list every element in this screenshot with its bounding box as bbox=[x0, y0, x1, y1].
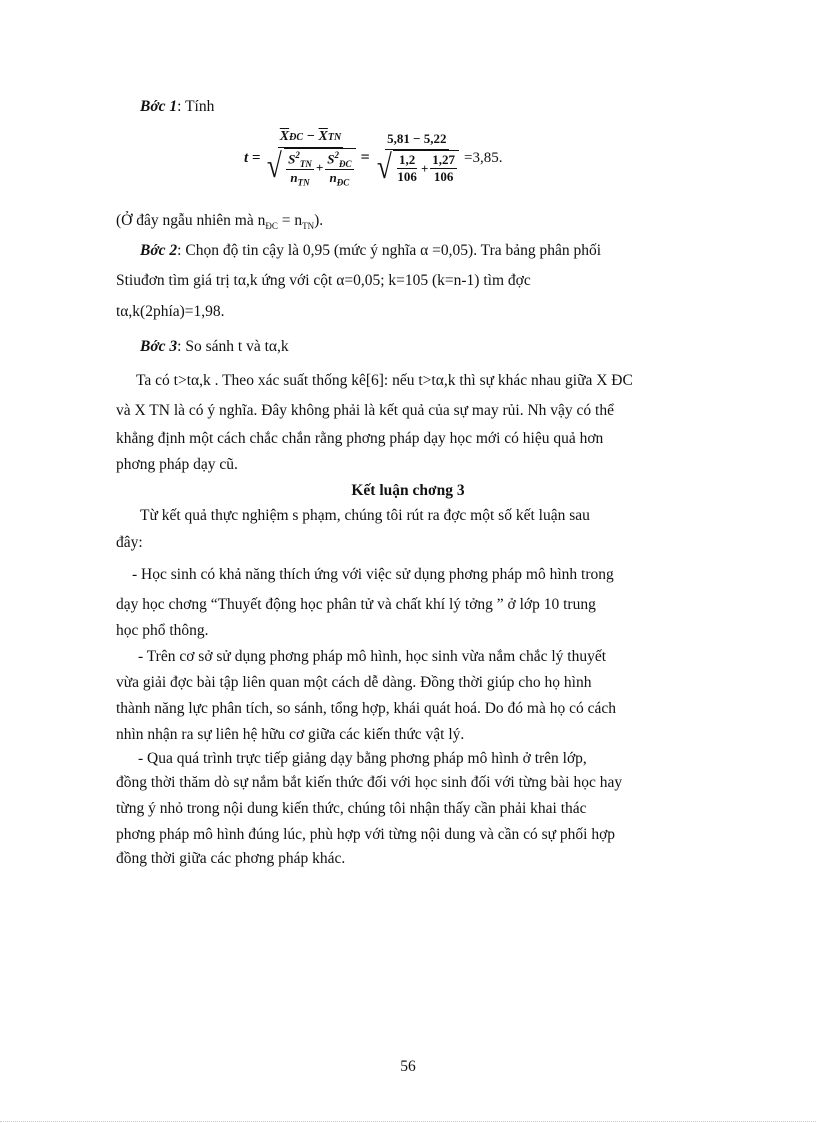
para1-line1: Ta có t>tα,k . Theo xác suất thống kê[6]: nếu t>tα,k thì sự khác nhau giữa X ĐC bbox=[136, 372, 633, 389]
formula-lhs: t = bbox=[244, 149, 261, 166]
step1-text: : Tính bbox=[177, 98, 215, 115]
para5-line2: đồng thời thăm dò sự nắm bắt kiến thức đối với học sinh đối với từng bài học hay bbox=[116, 774, 623, 791]
para4-line3: thành năng lực phân tích, so sánh, tổng hợp, khái quát hoá. Do đó mà họ có cách bbox=[116, 700, 616, 717]
step3-line: Bớc 3: So sánh t và tα,k bbox=[140, 338, 289, 355]
para2-line2: đây: bbox=[116, 534, 143, 551]
section-heading: Kết luận chơng 3 bbox=[351, 482, 465, 499]
step2-line1: Bớc 2: Chọn độ tin cậy là 0,95 (mức ý nghĩa α =0,05). Tra bảng phân phối bbox=[140, 242, 602, 259]
para1-line2: và X TN là có ý nghĩa. Đây không phải là kết quả của sự may rủi. Nh vậy có thể bbox=[116, 402, 614, 419]
para3-line1: - Học sinh có khả năng thích ứng với việc sử dụng phơng pháp mô hình trong bbox=[132, 566, 614, 583]
step1-label: Bớc 1 bbox=[140, 98, 178, 115]
step2-line3: tα,k(2phía)=1,98. bbox=[116, 303, 225, 320]
formula-fraction-numeric: 5,81 − 5,22 √ $\frac{1,2}{106}$ + $\frac{1,27}{106}$ bbox=[373, 131, 461, 185]
page-bottom-rule bbox=[0, 1121, 816, 1122]
para5-line3: từng ý nhỏ trong nội dung kiến thức, chúng tôi nhận thấy cần phải khai thác bbox=[116, 800, 587, 817]
para4-line1: - Trên cơ sở sử dụng phơng pháp mô hình, học sinh vừa nắm chắc lý thuyết bbox=[138, 648, 607, 665]
page-number: 56 bbox=[400, 1058, 416, 1075]
para4-line2: vừa giải đợc bài tập liên quan một cách dễ dàng. Đồng thời giúp cho họ hình bbox=[116, 674, 592, 691]
t-formula: t = $\overline{X}ĐC - \overline{X}TN$ √ $\frac{S^2_{TN}}{n_{TN}}$ + $\frac{S^2_{ĐC}}{n_{ĐC}}$ = 5,81 − 5,22 √ $\frac{1,2}{106}$ + $\frac{1,27}{106}$ =3,85. bbox=[244, 128, 503, 188]
formula-fraction-symbolic: $\overline{X}ĐC - \overline{X}TN$ √ $\frac{S^2_{TN}}{n_{TN}}$ + $\frac{S^2_{ĐC}}{n_{ĐC}}$ bbox=[263, 129, 357, 188]
para5-line5: đồng thời giữa các phơng pháp khác. bbox=[116, 850, 346, 867]
step1-line bbox=[140, 96, 762, 118]
para3-line2: dạy học chơng “Thuyết động học phân tử và chất khí lý tởng ” ở lớp 10 trung bbox=[116, 596, 596, 613]
para3-line3: học phổ thông. bbox=[116, 622, 209, 639]
para5-line4: phơng pháp mô hình đúng lúc, phù hợp với từng nội dung và cần có sự phối hợp bbox=[116, 826, 616, 843]
step2-line2: Stiuđơn tìm giá trị tα,k ứng với cột α=0,05; k=105 (k=n-1) tìm đợc bbox=[116, 272, 531, 289]
para1-line4: phơng pháp dạy cũ. bbox=[116, 456, 238, 473]
para5-line1: - Qua quá trình trực tiếp giảng dạy bằng phơng pháp mô hình ở trên lớp, bbox=[138, 750, 587, 767]
note-line: (Ở đây ngẫu nhiên mà $n_{ĐC} = n_{TN}$). bbox=[116, 212, 324, 232]
formula-result: =3,85. bbox=[464, 149, 503, 166]
para4-line4: nhìn nhận ra sự liên hệ hữu cơ giữa các kiến thức vật lý. bbox=[116, 726, 465, 743]
para1-line3: khẳng định một cách chắc chắn rằng phơng pháp dạy học mới có hiệu quả hơn bbox=[116, 430, 604, 447]
para2-line1: Từ kết quả thực nghiệm s phạm, chúng tôi rút ra đợc một số kết luận sau bbox=[140, 507, 590, 524]
